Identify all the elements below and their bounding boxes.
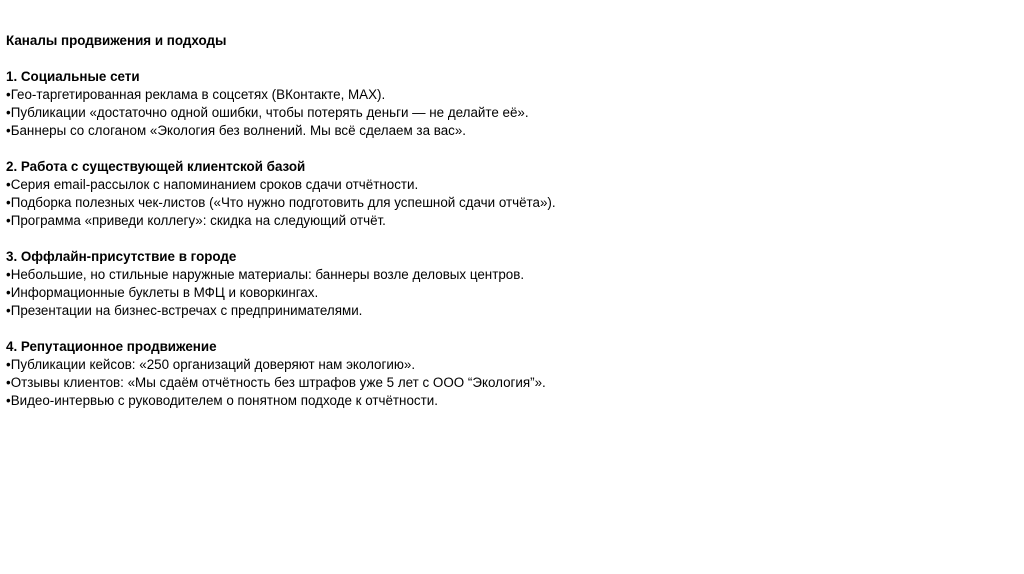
- list-item: •Подборка полезных чек-листов («Что нужно подготовить для успешной сдачи отчёта»).: [6, 195, 556, 210]
- list-item: •Гео-таргетированная реклама в соцсетях (ВКонтакте, MAX).: [6, 87, 386, 102]
- list-item: •Публикации «достаточно одной ошибки, чтобы потерять деньги — не делайте её».: [6, 105, 529, 120]
- page-title: Каналы продвижения и подходы: [6, 33, 227, 48]
- section-social-networks: [6, 68, 1006, 140]
- list-item: •Серия email-рассылок с напоминанием сроков сдачи отчётности.: [6, 177, 419, 192]
- list-item: •Публикации кейсов: «250 организаций доверяют нам экологию».: [6, 357, 416, 372]
- list-item: •Баннеры со слоганом «Экология без волнений. Мы всё сделаем за вас».: [6, 123, 467, 138]
- section-reputation: [6, 338, 1006, 410]
- list-item: •Презентации на бизнес-встречах с предпринимателями.: [6, 303, 363, 318]
- document-body: [6, 32, 1006, 410]
- list-item: •Небольшие, но стильные наружные материалы: баннеры возле деловых центров.: [6, 267, 525, 282]
- section-heading: 4. Репутационное продвижение: [6, 339, 217, 354]
- list-item: •Отзывы клиентов: «Мы сдаём отчётность без штрафов уже 5 лет с ООО “Экология”».: [6, 375, 546, 390]
- list-item: •Видео-интервью с руководителем о понятном подходе к отчётности.: [6, 393, 438, 408]
- section-heading: 2. Работа с существующей клиентской базой: [6, 159, 306, 174]
- section-client-base: [6, 158, 1006, 230]
- section-heading: 1. Социальные сети: [6, 69, 140, 84]
- section-heading: 3. Оффлайн-присутствие в городе: [6, 249, 237, 264]
- section-offline-presence: [6, 248, 1006, 320]
- list-item: •Программа «приведи коллегу»: скидка на следующий отчёт.: [6, 213, 386, 228]
- list-item: •Информационные буклеты в МФЦ и коворкингах.: [6, 285, 319, 300]
